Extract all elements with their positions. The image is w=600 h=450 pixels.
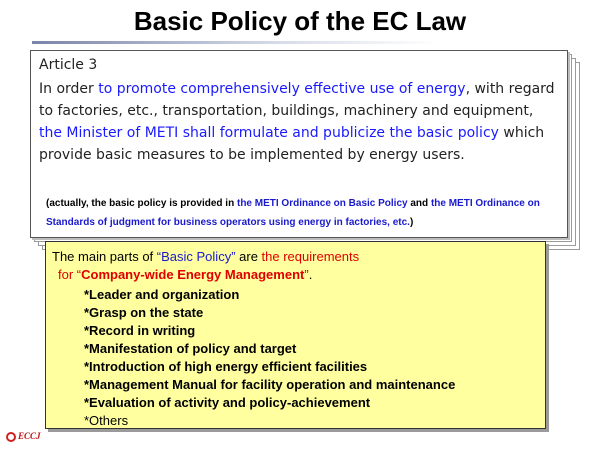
text-segment: and <box>407 198 431 209</box>
text-segment: for “ <box>58 267 82 282</box>
list-item: *Introduction of high energy efficient facilities <box>84 359 368 374</box>
text-segment: ) <box>409 217 414 228</box>
text-segment: “Basic Policy” <box>156 249 236 264</box>
text-segment: . <box>308 267 313 282</box>
text-segment: , with regard to factories, etc., transportation, buildings, machinery and equipment, <box>39 81 555 119</box>
text-segment: the METI Ordinance on Standards of judgment for business operators using energy in factories, etc. <box>46 198 540 228</box>
text-segment: (actually, the basic policy is provided in <box>46 198 237 209</box>
main-parts-box <box>45 241 546 429</box>
eccj-logo <box>6 431 41 445</box>
text-segment: The main parts of <box>52 249 157 264</box>
intro-line-1 <box>52 248 359 266</box>
main-parts-list <box>84 286 455 430</box>
list-item: *Manifestation of policy and target <box>84 341 297 356</box>
text-segment: the Minister of METI shall formulate and publicize the basic policy <box>39 125 499 141</box>
text-segment: which provide basic measures to be implemented by energy users. <box>39 125 545 163</box>
eccj-logo-icon <box>6 432 16 442</box>
list-item: *Management Manual for facility operation and maintenance <box>84 377 456 392</box>
list-item: *Grasp on the state <box>84 305 204 320</box>
article-note <box>46 194 561 232</box>
intro-line-2 <box>52 266 359 284</box>
text-segment: the METI Ordinance on Basic Policy <box>236 198 408 209</box>
list-item: *Leader and organization <box>84 287 240 302</box>
text-segment: In order <box>39 81 99 97</box>
list-item: *Evaluation of activity and policy-achievement <box>84 395 371 410</box>
text-segment: Company-wide Energy Management <box>81 267 305 282</box>
article-box <box>30 50 568 238</box>
page-title: Basic Policy of the EC Law <box>133 6 467 36</box>
list-item: *Record in writing <box>84 323 196 338</box>
logo-text: ECCJ <box>18 431 41 441</box>
list-item: *Others <box>84 413 129 428</box>
text-segment: are <box>235 249 262 264</box>
title-underline <box>32 41 576 44</box>
text-segment: ” <box>304 267 309 282</box>
main-parts-intro <box>52 248 359 284</box>
text-segment: to promote comprehensively effective use of energy <box>98 81 466 97</box>
article-heading: Article 3 <box>39 57 98 73</box>
text-segment: the requirements <box>261 249 360 264</box>
article-body <box>39 78 559 166</box>
